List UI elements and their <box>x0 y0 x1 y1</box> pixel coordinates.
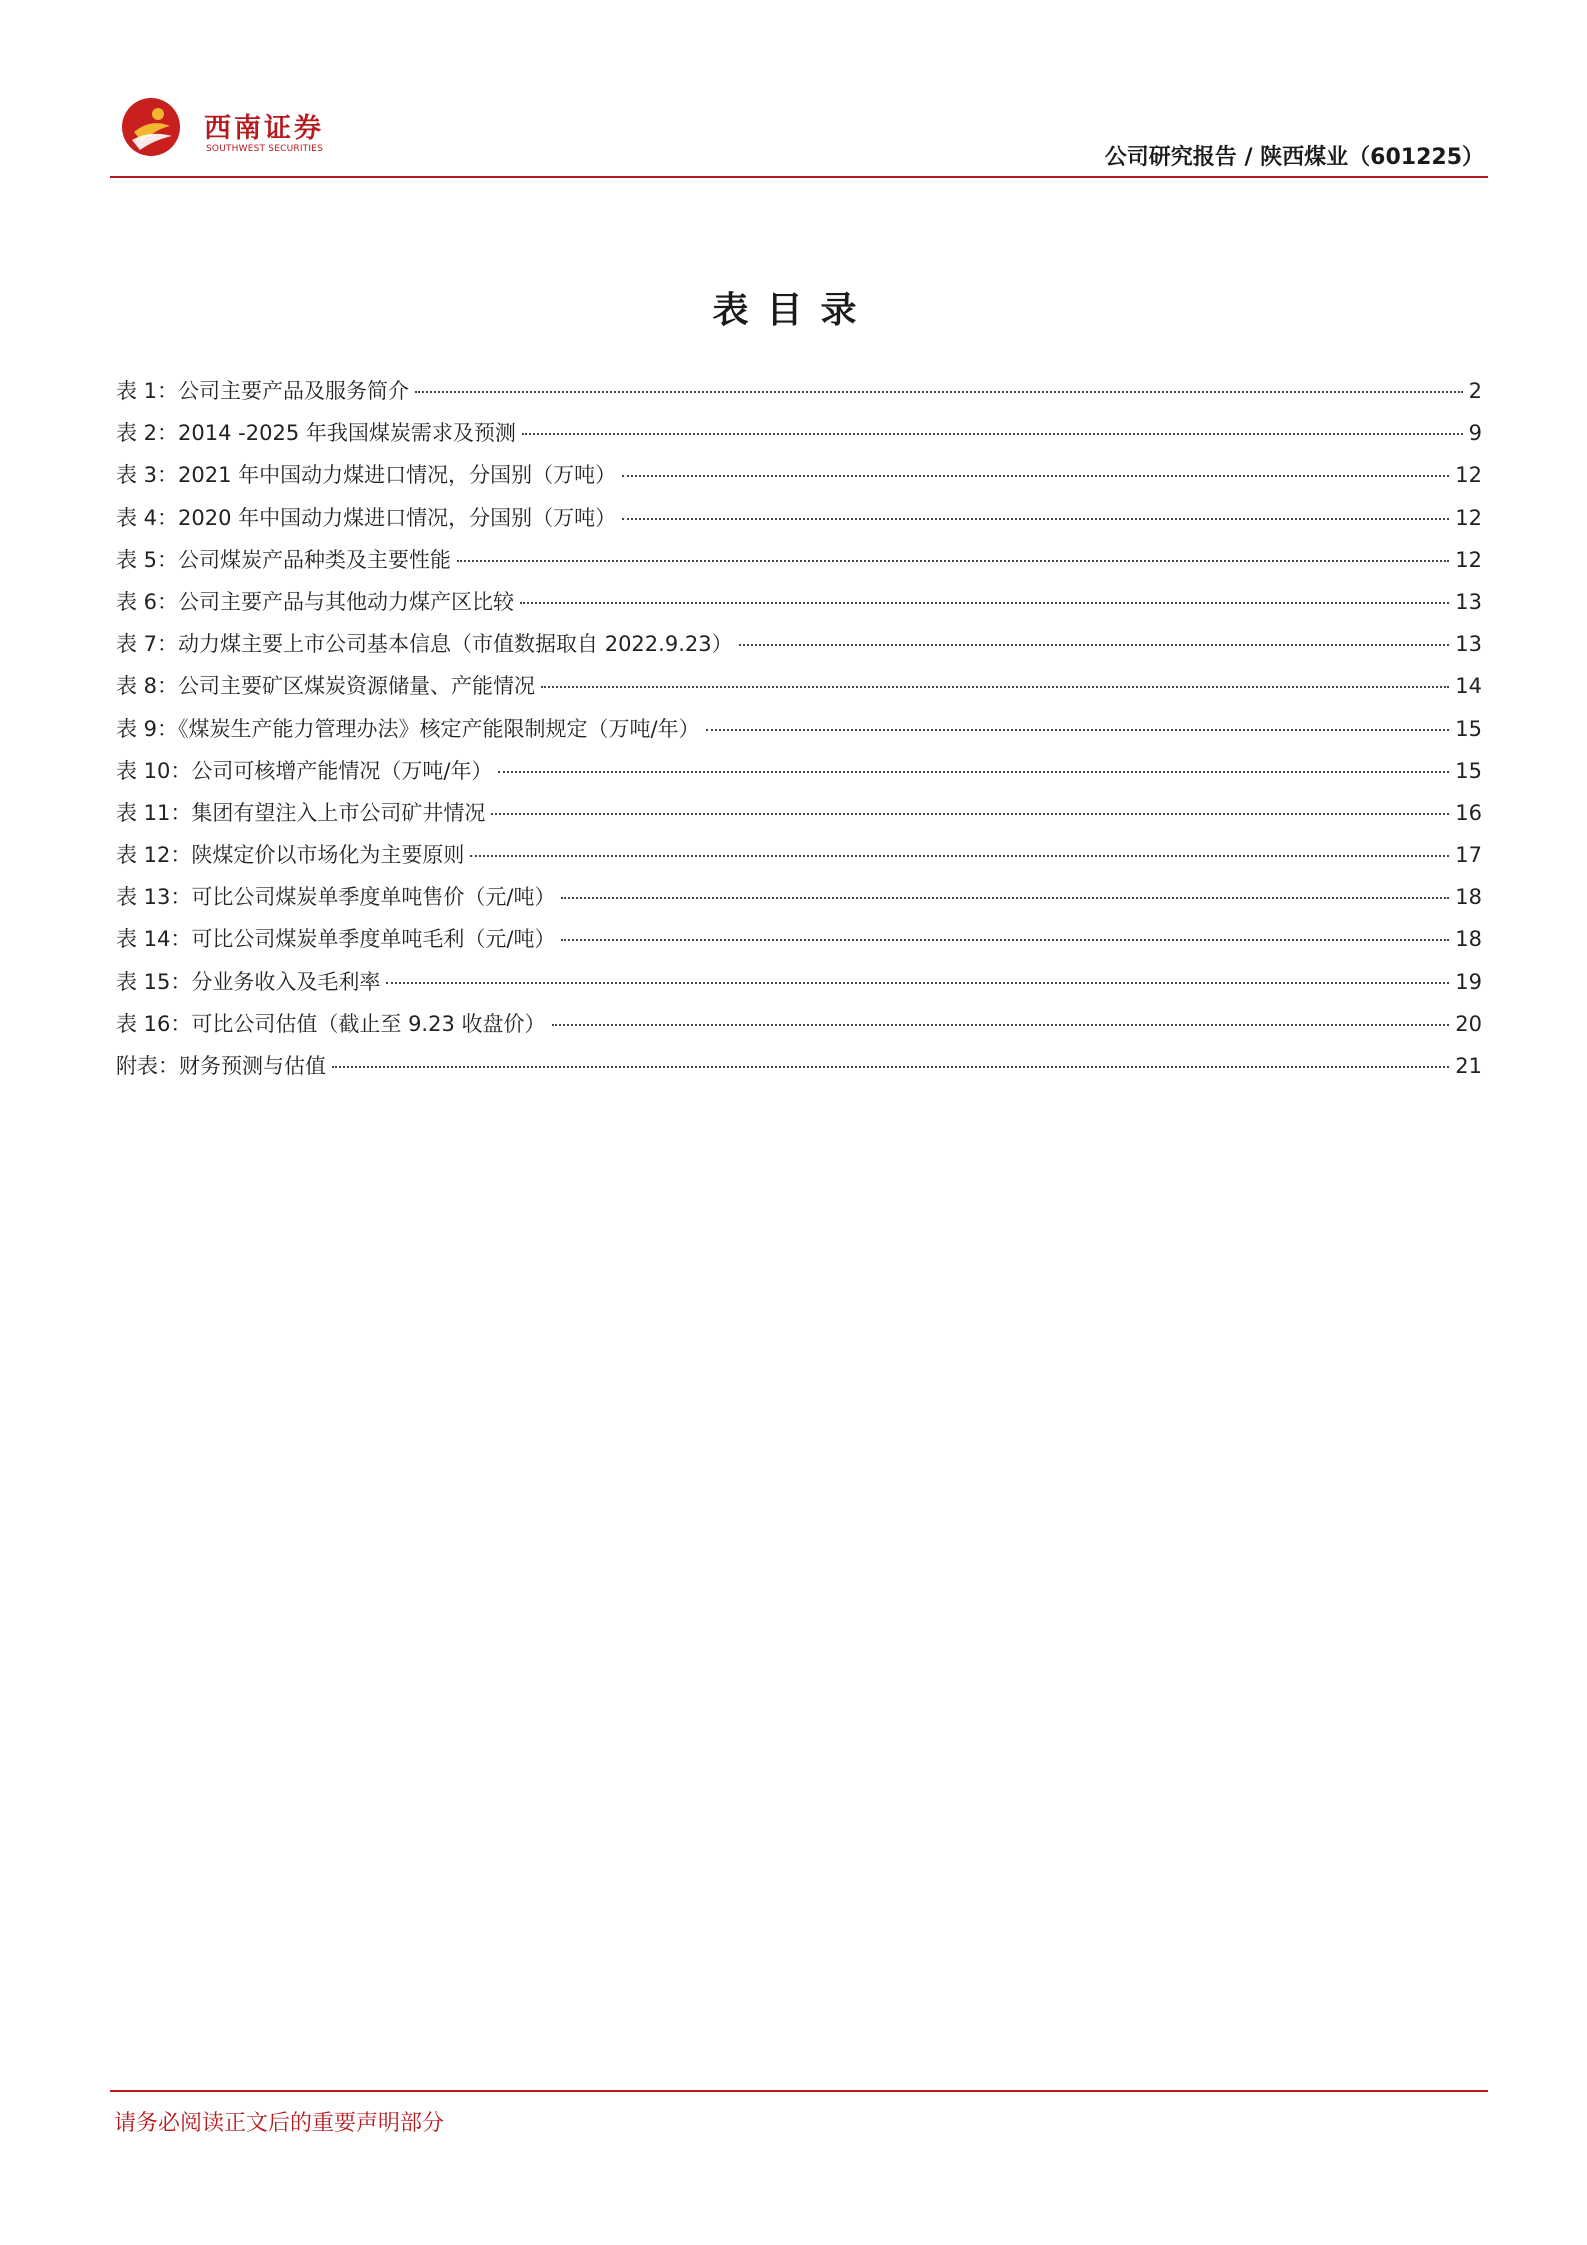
toc-leader-dots <box>706 729 1450 731</box>
toc-entry-label: 表 3：2021 年中国动力煤进口情况，分国别（万吨） <box>116 463 617 488</box>
toc-entry-label: 表 8：公司主要矿区煤炭资源储量、产能情况 <box>116 674 536 699</box>
toc-entry-label: 表 1：公司主要产品及服务简介 <box>116 379 410 403</box>
toc-leader-dots <box>561 897 1449 899</box>
toc-entry-page: 21 <box>1455 1054 1482 1078</box>
page-title: 表目录 <box>712 290 875 331</box>
toc-leader-dots <box>470 855 1449 857</box>
toc-leader-dots <box>498 771 1449 773</box>
toc-entry-label: 表 4：2020 年中国动力煤进口情况，分国别（万吨） <box>116 505 617 530</box>
toc-entry[interactable] <box>116 370 1482 412</box>
toc-entry-label: 表 14：可比公司煤炭单季度单吨毛利（元/吨） <box>116 927 556 952</box>
toc-entry-label: 表 6：公司主要产品与其他动力煤产区比较 <box>116 589 515 614</box>
toc-entry-page: 15 <box>1455 716 1482 741</box>
table-of-tables <box>116 370 1482 1087</box>
toc-entry[interactable] <box>116 412 1482 454</box>
toc-leader-dots <box>457 560 1449 562</box>
toc-entry-page: 15 <box>1455 758 1482 783</box>
toc-leader-dots <box>541 686 1449 688</box>
toc-entry-label: 表 2：2014 -2025 年我国煤炭需求及预测 <box>116 421 516 446</box>
company-logo <box>120 92 340 162</box>
toc-entry-label: 附表：财务预测与估值 <box>116 1054 326 1078</box>
toc-entry[interactable] <box>116 918 1482 960</box>
toc-entry-page: 19 <box>1455 969 1482 994</box>
toc-leader-dots <box>520 602 1449 604</box>
toc-leader-dots <box>622 518 1449 520</box>
toc-entry[interactable] <box>116 1045 1482 1087</box>
toc-entry-label: 表 11：集团有望注入上市公司矿井情况 <box>116 800 486 825</box>
toc-leader-dots <box>561 939 1449 941</box>
toc-leader-dots <box>386 982 1449 984</box>
toc-entry[interactable] <box>116 665 1482 707</box>
toc-entry[interactable] <box>116 961 1482 1003</box>
toc-entry-label: 表 12：陕煤定价以市场化为主要原则 <box>116 843 465 868</box>
toc-entry-page: 12 <box>1455 547 1482 572</box>
southwest-securities-logo-icon <box>120 96 182 158</box>
toc-entry-page: 13 <box>1455 632 1482 657</box>
toc-leader-dots <box>622 475 1449 477</box>
toc-entry[interactable] <box>116 623 1482 665</box>
toc-entry-label: 表 5：公司煤炭产品种类及主要性能 <box>116 547 452 572</box>
toc-entry-label: 表 10：公司可核增产能情况（万吨/年） <box>116 758 493 783</box>
toc-entry-page: 20 <box>1455 1011 1482 1036</box>
toc-leader-dots <box>332 1066 1449 1068</box>
toc-entry-page: 12 <box>1455 463 1482 488</box>
toc-leader-dots <box>415 391 1463 393</box>
toc-leader-dots <box>491 813 1449 815</box>
toc-entry[interactable] <box>116 581 1482 623</box>
page-header <box>110 92 1488 176</box>
logo-english-name: SOUTHWEST SECURITIES <box>206 144 324 154</box>
toc-leader-dots <box>522 433 1463 435</box>
toc-entry-page: 9 <box>1468 421 1482 446</box>
toc-entry-label: 表 13：可比公司煤炭单季度单吨售价（元/吨） <box>116 885 556 910</box>
toc-entry[interactable] <box>116 454 1482 496</box>
toc-entry[interactable] <box>116 539 1482 581</box>
toc-entry-page: 17 <box>1455 843 1482 868</box>
toc-entry[interactable] <box>116 708 1482 750</box>
header-divider <box>110 176 1488 178</box>
toc-entry-page: 13 <box>1455 589 1482 614</box>
toc-entry-page: 18 <box>1455 885 1482 910</box>
footer-disclaimer: 请务必阅读正文后的重要声明部分 <box>114 2111 445 2136</box>
toc-entry-label: 表 15：分业务收入及毛利率 <box>116 969 381 994</box>
toc-entry-page: 2 <box>1468 379 1482 403</box>
toc-leader-dots <box>739 644 1450 646</box>
toc-leader-dots <box>552 1024 1450 1026</box>
toc-entry-label: 表 7：动力煤主要上市公司基本信息（市值数据取自 2022.9.23） <box>116 632 733 657</box>
toc-entry[interactable] <box>116 792 1482 834</box>
toc-entry-label: 表 9：《煤炭生产能力管理办法》核定产能限制规定（万吨/年） <box>116 716 700 741</box>
toc-entry[interactable] <box>116 497 1482 539</box>
toc-entry[interactable] <box>116 1003 1482 1045</box>
toc-entry-page: 18 <box>1455 927 1482 952</box>
footer-divider <box>110 2090 1488 2092</box>
logo-chinese-name: 西南证券 <box>204 113 324 144</box>
toc-entry[interactable] <box>116 834 1482 876</box>
toc-entry[interactable] <box>116 750 1482 792</box>
toc-entry-label: 表 16：可比公司估值（截止至 9.23 收盘价） <box>116 1011 546 1036</box>
report-label: 公司研究报告 / 陕西煤业（601225） <box>1104 145 1484 170</box>
toc-entry-page: 14 <box>1455 674 1482 699</box>
toc-entry[interactable] <box>116 876 1482 918</box>
toc-entry-page: 16 <box>1455 800 1482 825</box>
toc-entry-page: 12 <box>1455 505 1482 530</box>
